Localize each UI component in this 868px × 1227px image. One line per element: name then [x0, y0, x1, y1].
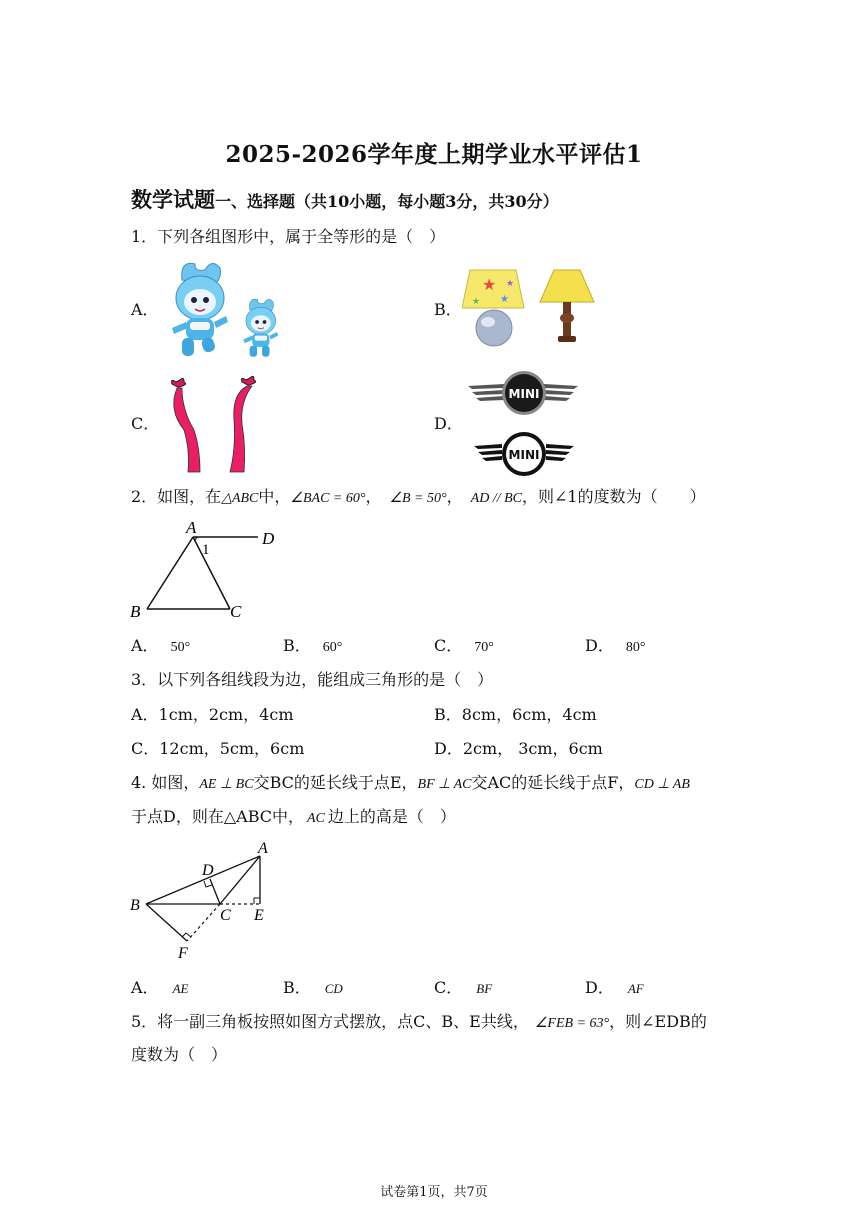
- q4-text: 交BC的延长线于点E，: [253, 773, 418, 792]
- mini-logos-image: [466, 370, 582, 480]
- question-3-stem: 3．以下列各组线段为边，能组成三角形的是（ ）: [131, 670, 494, 689]
- q1-option-c-label: C．: [131, 414, 160, 433]
- pink-shape-left: [172, 378, 201, 472]
- q3-option-c: C．12cm，5cm，6cm: [131, 739, 305, 758]
- question-2-stem: [131, 489, 706, 506]
- pink-bow-shapes-image: [160, 370, 270, 478]
- q2-option-b: [283, 638, 342, 655]
- q2-angle-1: 1: [202, 542, 210, 558]
- q2-mid: 中，: [258, 487, 291, 506]
- q4-point-d: D: [202, 862, 214, 879]
- q2-sep: ，: [365, 487, 382, 506]
- q3-option-b: B．8cm，6cm，4cm: [434, 705, 597, 724]
- svg-text:★: ★: [500, 294, 509, 305]
- q5-text: 5．将一副三角板按照如图方式摆放，点C、B、E共线，: [131, 1012, 529, 1031]
- q4-option-a: [131, 980, 188, 996]
- option-value: 60°: [322, 640, 343, 655]
- subject-label: 数学试题: [131, 187, 215, 212]
- q2-prefix: 2．如图，在: [131, 487, 222, 506]
- q4-point-a: A: [258, 840, 268, 857]
- question-5-stem-line1: [131, 1014, 707, 1031]
- svg-text:★: ★: [482, 277, 497, 294]
- q2-option-d: [585, 638, 645, 655]
- q4-point-b: B: [130, 897, 140, 914]
- question-4-stem-line1: [131, 775, 690, 792]
- q2-triangle: △ABC: [221, 491, 259, 506]
- mini-logo-text: MINI: [508, 448, 540, 462]
- q4-math: AC: [307, 811, 325, 826]
- mascot-large: [172, 263, 228, 356]
- option-label: C．: [434, 636, 463, 655]
- option-label: A．: [131, 978, 159, 997]
- option-label: C．: [434, 978, 463, 997]
- option-label: D．: [585, 636, 614, 655]
- pink-shape-right: [230, 376, 256, 472]
- q2-cond-bac: ∠BAC = 60°: [290, 491, 366, 506]
- q5-math: ∠FEB = 63°: [534, 1016, 610, 1031]
- q4-text: 边上的高是（ ）: [327, 807, 456, 826]
- q4-text: 于点D，则在△ABC中，: [131, 807, 304, 826]
- option-value: BF: [476, 981, 493, 996]
- svg-text:★: ★: [506, 278, 515, 288]
- q2-suffix: ，则∠1的度数为（ ）: [522, 487, 706, 506]
- option-value: AE: [172, 981, 189, 996]
- q3-option-a: A．1cm，2cm，4cm: [131, 705, 294, 724]
- q4-math: AE ⊥ BC: [199, 777, 254, 792]
- q1-option-b-label: B．: [434, 300, 462, 319]
- question-5-stem-line2: 度数为（ ）: [131, 1045, 228, 1064]
- q4-text: 4. 如图，: [131, 773, 200, 792]
- option-label: D．: [585, 978, 614, 997]
- q4-option-c: [434, 980, 492, 996]
- q4-math: CD ⊥ AB: [634, 777, 690, 792]
- q5-text: ，则∠EDB的: [609, 1012, 707, 1031]
- q2-option-c: [434, 638, 494, 655]
- mini-logo-white: [474, 432, 574, 476]
- q4-math: BF ⊥ AC: [417, 777, 472, 792]
- option-label: B．: [283, 978, 311, 997]
- q2-cond-b: ∠B = 50°: [389, 491, 447, 506]
- q4-point-c: C: [220, 907, 231, 924]
- q4-triangle-figure: [128, 838, 278, 966]
- question-1-stem: 1．下列各组图形中，属于全等形的是（ ）: [131, 227, 446, 246]
- svg-text:★: ★: [472, 296, 481, 306]
- lamp-pedestal: [540, 270, 594, 342]
- q2-option-a: [131, 638, 190, 655]
- q3-option-d: D．2cm， 3cm，6cm: [434, 739, 603, 758]
- option-value: CD: [324, 981, 343, 996]
- mascot-small: [243, 299, 278, 356]
- q2-cond-parallel: AD // BC: [470, 491, 522, 506]
- q2-point-b: B: [130, 602, 141, 621]
- lamp-pair-image: [462, 266, 602, 352]
- q4-option-b: [283, 980, 343, 996]
- mini-logo-black: [468, 371, 578, 415]
- mini-logo-text: MINI: [508, 387, 540, 401]
- section-heading: 一、选择题（共10小题，每小题3分，共30分）: [215, 192, 559, 211]
- q2-point-d: D: [262, 529, 275, 548]
- q1-option-a-label: A．: [131, 300, 159, 319]
- mascot-pair-image: [160, 258, 285, 363]
- option-value: 50°: [170, 640, 191, 655]
- q2-point-a: A: [186, 518, 197, 537]
- q4-point-e: E: [254, 907, 264, 924]
- option-label: A．: [131, 636, 159, 655]
- question-4-stem-line2: [131, 809, 456, 826]
- q4-text: 交AC的延长线于点F，: [471, 773, 635, 792]
- option-label: B．: [283, 636, 311, 655]
- q1-option-d-label: D．: [434, 414, 463, 433]
- option-value: 80°: [625, 640, 646, 655]
- page-title: 2025-2026学年度上期学业水平评估1: [225, 141, 643, 168]
- section-header: [131, 184, 559, 214]
- q2-sep: ，: [446, 487, 463, 506]
- option-value: AF: [627, 981, 644, 996]
- q2-triangle-figure: [128, 518, 288, 624]
- page-footer: 试卷第1页，共7页: [380, 1185, 488, 1200]
- q2-point-c: C: [230, 602, 242, 621]
- option-value: 70°: [474, 640, 494, 655]
- lamp-star-shade: [462, 270, 524, 346]
- q4-point-f: F: [178, 945, 188, 962]
- q4-option-d: [585, 980, 644, 996]
